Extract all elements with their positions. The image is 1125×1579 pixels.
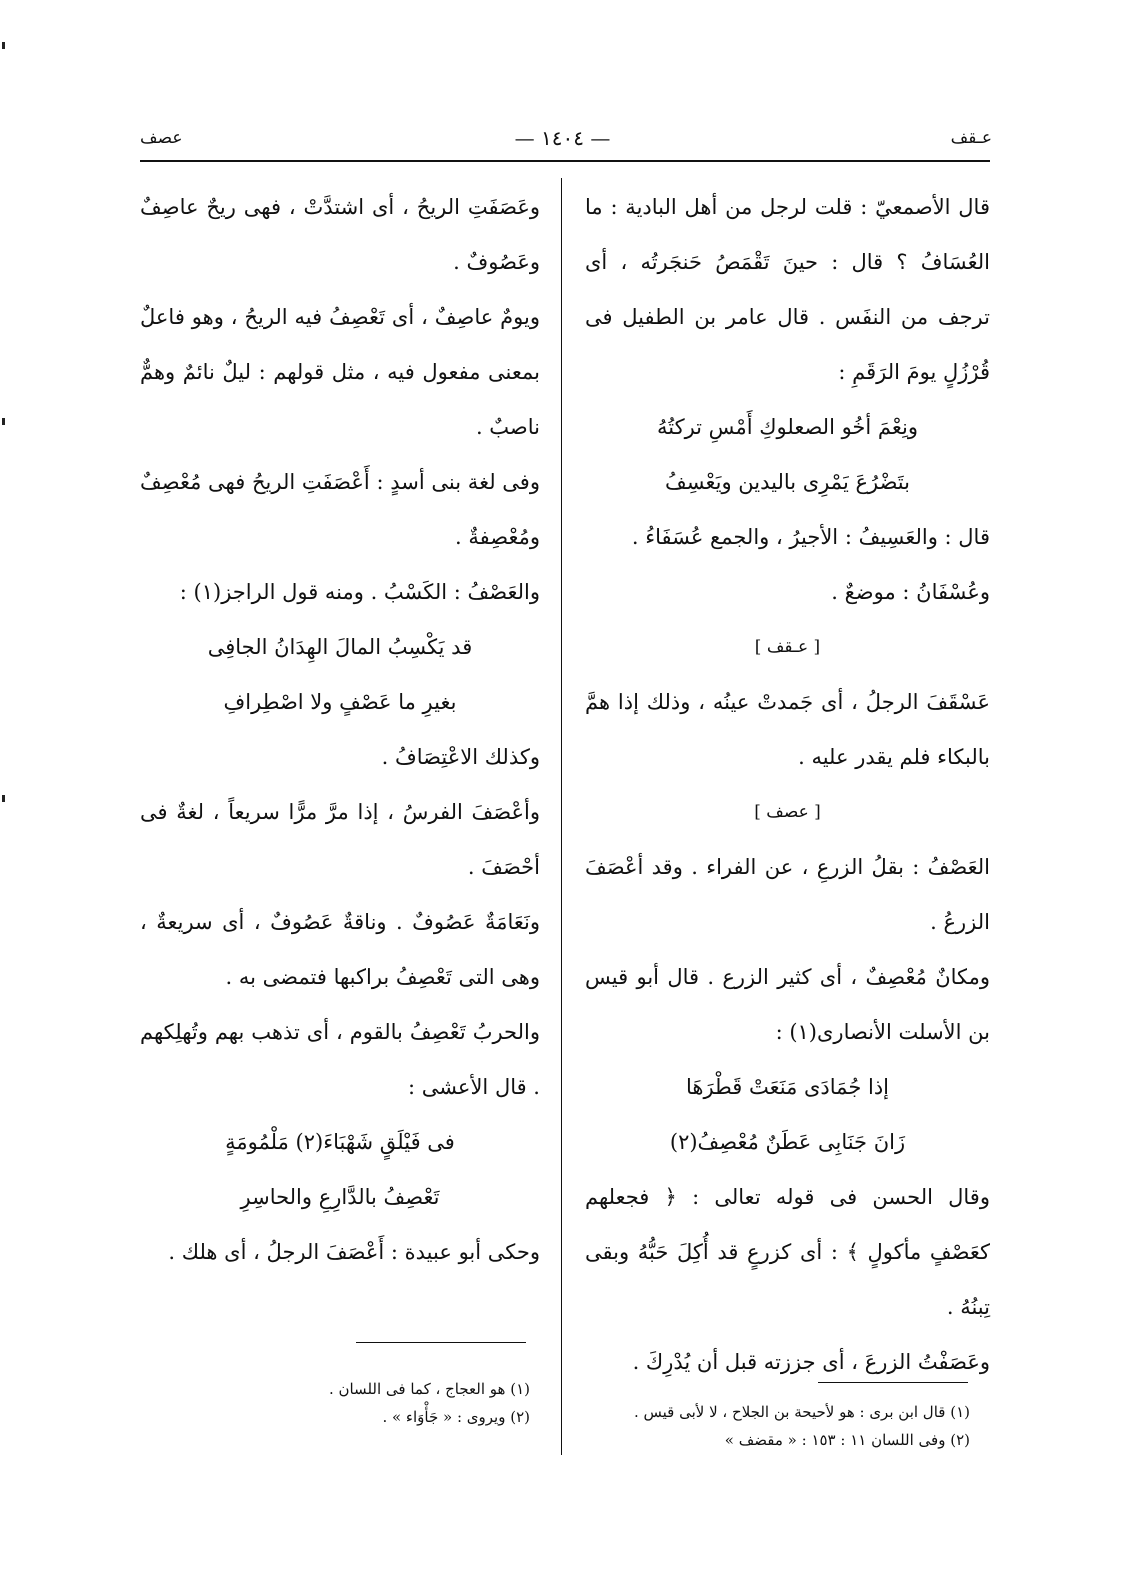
paragraph: ويومٌ عاصِفٌ ، أى تَعْصِفُ فيه الريحُ ، وهو فاعلٌ بمعنى مفعول فيه ، مثل قولهم : ليلٌ نائمٌ وهمٌّ ناصبٌ . [140,305,540,439]
left-column [140,180,540,1280]
paragraph: وعَصَفْتُ الزرعَ ، أى جززته قبل أن يُدْرِكَ . [632,1350,990,1374]
paragraph: قال الأصمعيّ : قلت لرجل من أهل البادية : ما العُسَافُ ؟ قال : حينَ تَقْمَصُ حَنجَرتُه ، أى ترجف من النفَس . قال عامر بن الطفيل فى قُرْزُلٍ يومَ الرَقَمِ : [585,195,990,384]
footnote: (٢) وفى اللسان ١١ : ١٥٣ : « مقضف » [724,1431,970,1449]
footnote-rule-left [356,1342,526,1343]
verse-line: فى فَيْلَقٍ شَهْبَاءَ(٢) مَلْمُومَةٍ [225,1130,455,1154]
verse-line: قد يَكْسِبُ المالَ الهِدَانُ الجافِى [207,635,473,659]
footnotes-right [570,1398,970,1454]
header-rule [140,160,990,162]
verse-line: زَانَ جَنَابِى عَطَنٌ مُعْصِفُ(٢) [669,1130,906,1154]
column-divider [561,178,562,1455]
scan-edge-mark [2,42,5,49]
paragraph: وكذلك الاعْتِصَافُ . [381,745,540,769]
scan-edge-mark [2,795,5,802]
page-number: — ١٤٠٤ — [514,126,611,150]
footnote: (٢) ويروى : « جَأْوَاء » . [382,1408,530,1426]
header-root-word-left: عصف [140,128,183,148]
paragraph: وفى لغة بنى أسدٍ : أَعْصَفَتِ الريحُ فهى مُعْصِفٌ ومُعْصِفةٌ . [140,470,540,549]
verse-line: تَعْصِفُ بالدَّارِعِ والحاسِرِ [240,1185,440,1209]
paragraph: والحربُ تَعْصِفُ بالقوم ، أى تذهب بهم وتُهلِكهم . قال الأعشى : [140,1020,540,1099]
entry-heading: [ عـقف ] [754,637,821,657]
paragraph: وعَصَفَتِ الريحُ ، أى اشتدَّتْ ، فهى ريحٌ عاصِفٌ وعَصُوفٌ . [140,195,540,274]
paragraph: وقال الحسن فى قوله تعالى : ﴿ فجعلهم كعَصْفٍ مأكولٍ ﴾ : أى كزرعٍ قد أُكِلَ حَبُّهُ وبقى تِبنُهُ . [585,1185,990,1319]
paragraph: العَصْفُ : بقلُ الزرعِ ، عن الفراء . وقد أعْصَفَ الزرعُ . [585,855,990,934]
scan-edge-mark [2,418,5,425]
footnotes-left [260,1375,530,1431]
verse-line: إذا جُمَادَى مَنَعَتْ قَطْرَهَا [685,1075,890,1099]
footnote: (١) قال ابن برى : هو لأحيحة بن الجلاح ، لا لأبى قيس . [633,1403,970,1421]
paragraph: ومكانٌ مُعْصِفٌ ، أى كثير الزرع . قال أبو قيس بن الأسلت الأنصارى(١) : [585,965,990,1044]
footnote-rule-right [818,1382,968,1383]
paragraph: عَسْقَفَ الرجلُ ، أى جَمدتْ عينُه ، وذلك إذا همَّ بالبكاء فلم يقدر عليه . [585,690,990,769]
verse-line: بغيرِ ما عَصْفٍ ولا اصْطِرافِ [223,690,457,714]
paragraph: وأعْصَفَ الفرسُ ، إذا مرَّ مرًّا سريعاً ، لغةٌ فى أحْصَفَ . [140,800,540,879]
footnote: (١) هو العجاج ، كما فى اللسان . [328,1380,530,1398]
paragraph: قال : والعَسِيفُ : الأجيرُ ، والجمع عُسَفَاءُ . [631,525,990,549]
entry-heading: [ عصف ] [754,802,821,822]
right-column [585,180,990,1390]
paragraph: وعُسْفَانُ : موضعٌ . [831,580,990,604]
paragraph: والعَصْفُ : الكَسْبُ . ومنه قول الراجز(١) : [179,580,540,604]
verse-line: بتَضْرُعَ يَمْرِى باليدين ويَعْسِفُ [665,470,910,494]
header-root-word-right: عـقف [950,128,992,148]
verse-line: ونِعْمَ أخُو الصعلوكِ أَمْسِ تركتُهُ [656,415,919,439]
paragraph: وحكى أبو عبيدة : أَعْصَفَ الرجلُ ، أى هلك . [168,1240,540,1264]
paragraph: ونَعَامَةٌ عَصُوفٌ . وناقةٌ عَصُوفٌ ، أى سريعةٌ ، وهى التى تَعْصِفُ براكبها فتمضى به . [140,910,540,989]
